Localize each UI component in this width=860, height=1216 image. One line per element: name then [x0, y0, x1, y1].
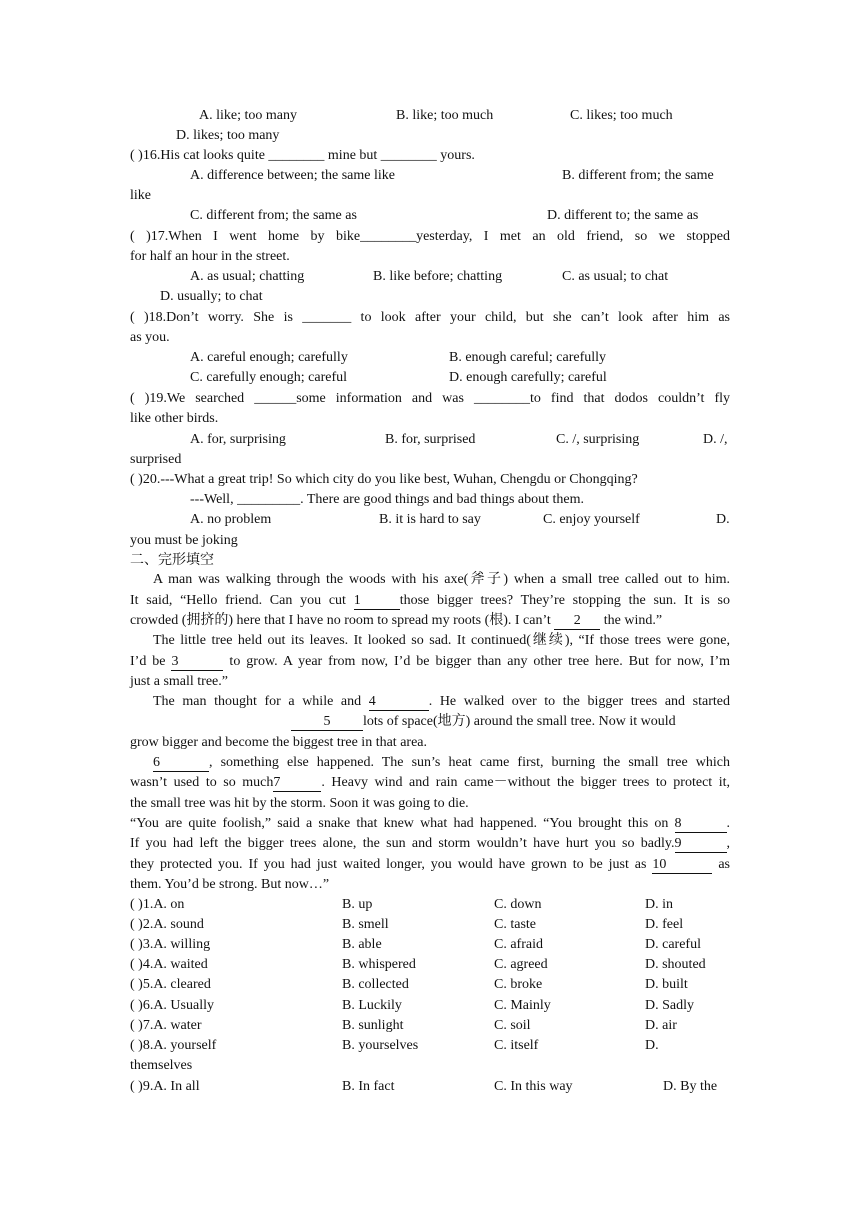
cloze-option-d: D. Sadly: [645, 998, 694, 1013]
q15-option-a: A. like; too many: [199, 108, 297, 123]
cloze-option-b: B. able: [342, 937, 382, 952]
cloze-q-num: ( )9.A. In all: [130, 1079, 200, 1094]
passage-line: The little tree held out its leaves. It looked so sad. It continued(继续), “If those trees were gone,: [153, 633, 730, 648]
q16-option-b: B. different from; the same: [562, 168, 714, 183]
q17-option-d: D. usually; to chat: [160, 289, 263, 304]
q19-option-d-cont: surprised: [130, 452, 182, 467]
cloze-option-c: C. itself: [494, 1038, 539, 1053]
cloze-option-d-cont: themselves: [130, 1058, 193, 1073]
q17-stem: ( )17.When I went home by bike________yesterday, I met an old friend, so we stopped: [130, 229, 730, 244]
cloze-option-d: D. in: [645, 897, 673, 912]
passage-line: the small tree was hit by the storm. Soon it was going to die.: [130, 796, 469, 811]
cloze-option-d: D.: [645, 1038, 659, 1053]
q17-option-a: A. as usual; chatting: [190, 269, 305, 284]
q18-stem-cont: as you.: [130, 330, 170, 345]
q17-stem-cont: for half an hour in the street.: [130, 249, 290, 264]
q18-option-a: A. careful enough; carefully: [190, 350, 348, 365]
cloze-q-num: ( )8.A. yourself: [130, 1038, 217, 1053]
q17-option-b: B. like before; chatting: [373, 269, 503, 284]
passage-line: It said, “Hello friend. Can you cut 1 those bigger trees? They’re stopping the sun. It is so: [130, 593, 730, 608]
passage-line: wasn’t used to so much7 . Heavy wind and rain came－without the bigger trees to protect it,: [130, 775, 730, 790]
passage-line: crowded (拥挤的) here that I have no room to spread my roots (根). I can’t 2 the wind.”: [130, 613, 663, 628]
blank-10: 10: [652, 857, 712, 874]
q20-option-d-cont: you must be joking: [130, 533, 238, 548]
passage-line: just a small tree.”: [130, 674, 228, 689]
q17-option-c: C. as usual; to chat: [562, 269, 669, 284]
section-heading: 二、完形填空: [130, 552, 214, 568]
q15-option-d: D. likes; too many: [176, 128, 280, 143]
q18-option-d: D. enough carefully; careful: [449, 370, 607, 385]
passage-line: them. You’d be strong. But now…”: [130, 877, 330, 892]
passage-line: they protected you. If you had just waited longer, you would have grown to be just as 10 as: [130, 857, 730, 872]
cloze-option-c: C. soil: [494, 1018, 531, 1033]
passage-line: 6 , something else happened. The sun’s heat came first, burning the small tree which: [153, 755, 730, 770]
q16-stem: ( )16.His cat looks quite ________ mine but ________ yours.: [130, 148, 475, 163]
blank-7: 7: [273, 775, 321, 792]
q19-option-b: B. for, surprised: [385, 432, 476, 447]
q16-option-b-cont: like: [130, 188, 151, 203]
cloze-option-d: D. air: [645, 1018, 677, 1033]
q19-option-a: A. for, surprising: [190, 432, 286, 447]
cloze-option-b: B. whispered: [342, 957, 416, 972]
cloze-option-b: B. In fact: [342, 1079, 395, 1094]
cloze-option-c: C. broke: [494, 977, 543, 992]
cloze-option-b: B. yourselves: [342, 1038, 419, 1053]
cloze-option-c: C. In this way: [494, 1079, 573, 1094]
cloze-q-num: ( )3.A. willing: [130, 937, 211, 952]
blank-8: 8: [675, 816, 727, 833]
cloze-option-b: B. Luckily: [342, 998, 402, 1013]
cloze-q-num: ( )1.A. on: [130, 897, 185, 912]
cloze-q-num: ( )5.A. cleared: [130, 977, 211, 992]
q15-option-c: C. likes; too much: [570, 108, 673, 123]
cloze-q-num: ( )4.A. waited: [130, 957, 208, 972]
cloze-option-d: D. feel: [645, 917, 684, 932]
blank-4: 4: [369, 694, 429, 711]
cloze-q-num: ( )7.A. water: [130, 1018, 202, 1033]
blank-9: 9: [675, 836, 727, 853]
cloze-option-d: D. built: [645, 977, 688, 992]
cloze-option-b: B. up: [342, 897, 373, 912]
q16-option-d: D. different to; the same as: [547, 208, 699, 223]
passage-line: A man was walking through the woods with his axe(斧子) when a small tree called out to him.: [153, 572, 730, 587]
q19-option-d: D. /,: [703, 432, 728, 447]
cloze-option-d: D. careful: [645, 937, 701, 952]
q19-stem: ( )19.We searched ______some information and was ________to find that dodos couldn’t fly: [130, 391, 730, 406]
cloze-option-c: C. taste: [494, 917, 536, 932]
q18-option-c: C. carefully enough; careful: [190, 370, 348, 385]
blank-6: 6: [153, 755, 209, 772]
cloze-option-d: D. shouted: [645, 957, 706, 972]
cloze-q-num: ( )6.A. Usually: [130, 998, 214, 1013]
cloze-option-d: D. By the: [663, 1079, 718, 1094]
passage-line: If you had left the bigger trees alone, the sun and storm wouldn’t have hurt you so badly.9 ,: [130, 836, 730, 851]
q20-option-b: B. it is hard to say: [379, 512, 481, 527]
q20-option-d: D.: [716, 512, 730, 527]
q20-stem: ( )20.---What a great trip! So which city do you like best, Wuhan, Chengdu or Chongqing?: [130, 472, 638, 487]
cloze-option-c: C. agreed: [494, 957, 548, 972]
cloze-q-num: ( )2.A. sound: [130, 917, 204, 932]
q18-stem: ( )18.Don’t worry. She is _______ to look after your child, but she can’t look after him as: [130, 310, 730, 325]
cloze-option-b: B. smell: [342, 917, 389, 932]
q18-option-b: B. enough careful; carefully: [449, 350, 607, 365]
blank-2: 2: [554, 613, 600, 630]
passage-line: “You are quite foolish,” said a snake that knew what had happened. “You brought this on 8 .: [130, 816, 730, 831]
q20-option-a: A. no problem: [190, 512, 272, 527]
q15-option-b: B. like; too much: [396, 108, 494, 123]
passage-line: The man thought for a while and 4 . He walked over to the bigger trees and started: [153, 694, 730, 709]
q16-option-a: A. difference between; the same like: [190, 168, 395, 183]
cloze-option-b: B. collected: [342, 977, 409, 992]
cloze-option-c: C. down: [494, 897, 542, 912]
q19-option-c: C. /, surprising: [556, 432, 640, 447]
passage-line-fill: 5 lots of space(地方) around the small tree. Now it would: [130, 712, 676, 732]
cloze-option-b: B. sunlight: [342, 1018, 404, 1033]
blank-3: 3: [171, 654, 223, 671]
passage-line: grow bigger and become the biggest tree in that area.: [130, 735, 427, 750]
cloze-option-c: C. Mainly: [494, 998, 551, 1013]
q20-option-c: C. enjoy yourself: [543, 512, 640, 527]
blank-5: 5: [291, 714, 363, 731]
q20-reply: ---Well, _________. There are good things and bad things about them.: [190, 492, 585, 507]
q16-option-c: C. different from; the same as: [190, 208, 357, 223]
passage-line: I’d be 3 to grow. A year from now, I’d be bigger than any other tree here. But for now, I’m: [130, 654, 730, 669]
blank-1: 1: [354, 593, 400, 610]
cloze-option-c: C. afraid: [494, 937, 543, 952]
q19-stem-cont: like other birds.: [130, 411, 219, 426]
